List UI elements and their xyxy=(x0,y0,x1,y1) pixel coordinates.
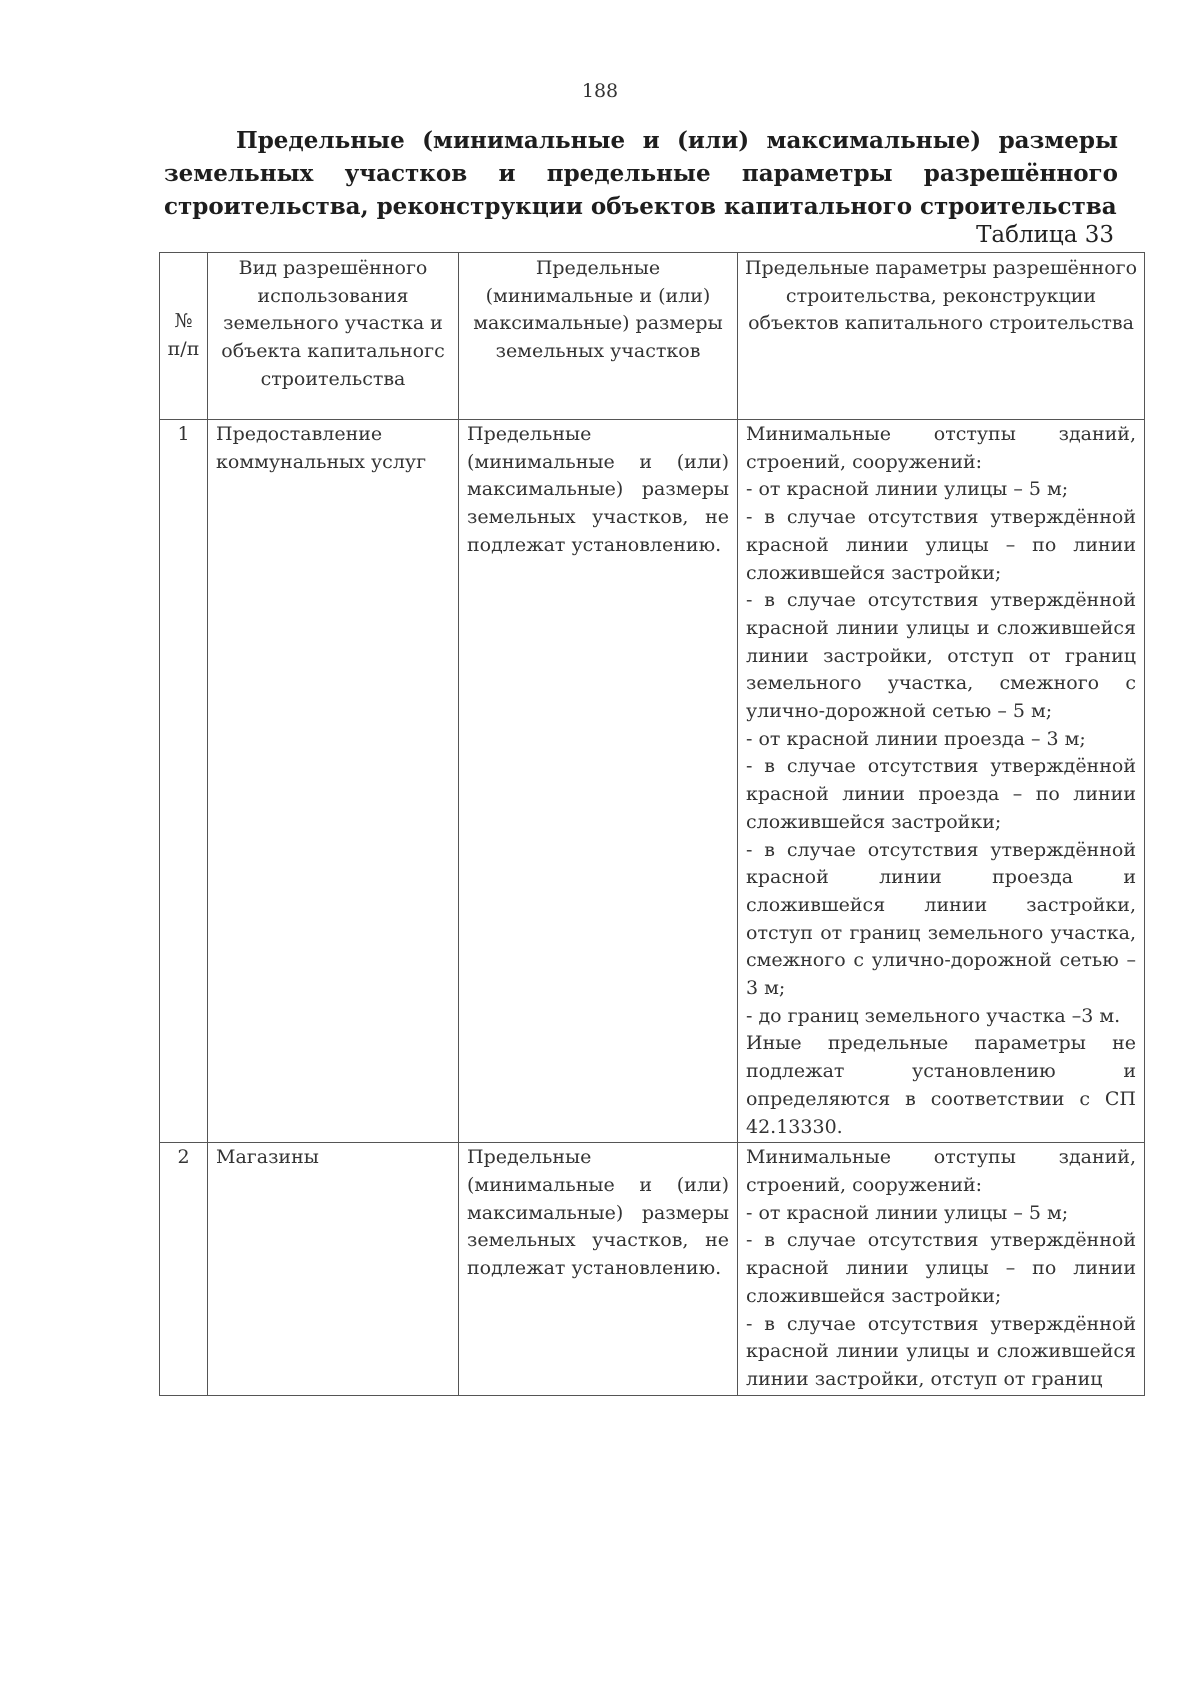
param-line: - в случае отсутствия утверждённой красной линии улицы и сложившейся линии застройки, отступ от границ земельного участка, смежного с улично-дорожной сетью – 5 м; xyxy=(746,589,1136,723)
param-line: - от красной линии улицы – 5 м; xyxy=(746,478,1069,501)
heading-line: Предельные (минимальные и (или) максимальные) размеры xyxy=(236,127,1118,154)
row-number: 1 xyxy=(160,420,208,1143)
param-line: - в случае отсутствия утверждённой красной линии улицы – по линии сложившейся застройки; xyxy=(746,1229,1136,1307)
page-number: 188 xyxy=(581,80,619,102)
param-line: - в случае отсутствия утверждённой красной линии улицы – по линии сложившейся застройки; xyxy=(746,506,1136,584)
row-params xyxy=(738,420,1145,1143)
heading-line: земельных участков и предельные параметры разрешённого xyxy=(164,160,1118,187)
header-params: Предельные параметры разрешённого строительства, реконструкции объектов капитального строительства xyxy=(738,253,1145,420)
row-use-type: Предоставление коммунальных услуг xyxy=(208,420,459,1143)
heading-line: строительства, реконструкции объектов капитального строительства xyxy=(164,193,1117,220)
param-line: Иные предельные параметры не подлежат установлению и определяются в соответствии с СП 42.13330. xyxy=(746,1032,1136,1138)
header-plot-sizes: Предельные (минимальные и (или) максимальные) размеры земельных участков xyxy=(459,253,738,420)
table-row xyxy=(160,1143,1145,1395)
param-line: - до границ земельного участка –3 м. xyxy=(746,1004,1121,1027)
table-header-row xyxy=(160,253,1145,420)
param-line: - от красной линии проезда – 3 м; xyxy=(746,727,1086,750)
document-heading xyxy=(164,124,1118,223)
param-line: Минимальные отступы зданий, строений, сооружений: xyxy=(746,423,1136,473)
param-line: - в случае отсутствия утверждённой красной линии улицы и сложившейся линии застройки, отступ от границ xyxy=(746,1312,1136,1390)
regulations-table xyxy=(159,252,1145,1396)
param-line: - в случае отсутствия утверждённой красной линии проезда и сложившейся линии застройки, отступ от границ земельного участка, смежного с улично-дорожной сетью – 3 м; xyxy=(746,838,1136,1000)
param-line: - в случае отсутствия утверждённой красной линии проезда – по линии сложившейся застройки; xyxy=(746,755,1136,833)
row-params xyxy=(738,1143,1145,1395)
table-caption: Таблица 33 xyxy=(976,222,1114,248)
header-use-type: Вид разрешённого использования земельного участка и объекта капитальнoгс строительства xyxy=(208,253,459,420)
param-line: - от красной линии улицы – 5 м; xyxy=(746,1201,1069,1224)
table-row xyxy=(160,420,1145,1143)
row-number: 2 xyxy=(160,1143,208,1395)
header-num: № п/п xyxy=(160,253,208,420)
row-plot-sizes: Предельные (минимальные и (или) максимальные) размеры земельных участков, не подлежат установлению. xyxy=(459,1143,738,1395)
param-line: Минимальные отступы зданий, строений, сооружений: xyxy=(746,1146,1136,1196)
row-plot-sizes: Предельные (минимальные и (или) максимальные) размеры земельных участков, не подлежат установлению. xyxy=(459,420,738,1143)
row-use-type: Магазины xyxy=(208,1143,459,1395)
